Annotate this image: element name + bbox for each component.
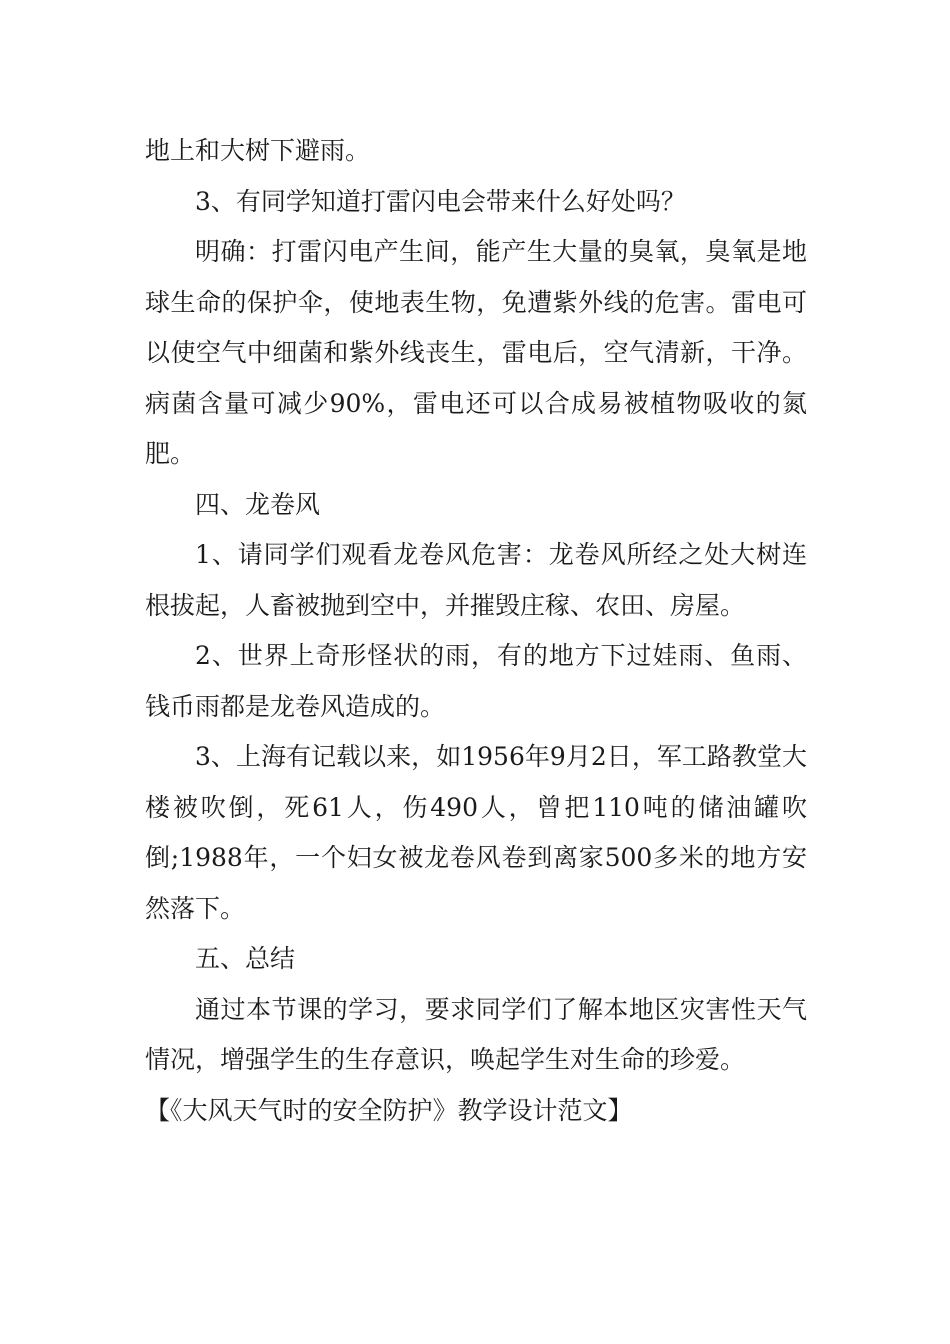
paragraph-tornado-3: 3、上海有记载以来，如1956年9月2日，军工路教堂大楼被吹倒，死61人，伤490人，曾把110吨的储油罐吹倒;1988年，一个妇女被龙卷风卷到离家500多米的地方安然落下。 <box>145 742 807 923</box>
paragraph-answer: 明确：打雷闪电产生间，能产生大量的臭氧，臭氧是地球生命的保护伞，使地表生物，免遭紫外线的危害。雷电可以使空气中细菌和紫外线丧生，雷电后，空气清新，干净。病菌含量可减少90%，雷电还可以合成易被植物吸收的氮肥。 <box>145 237 807 468</box>
document-title-link: 【《大风天气时的安全防护》教学设计范文】 <box>145 1095 633 1125</box>
paragraph-tornado-1: 1、请同学们观看龙卷风危害：龙卷风所经之处大树连根拔起，人畜被抛到空中，并摧毁庄稼、农田、房屋。 <box>145 540 807 620</box>
document-body <box>145 126 807 1136</box>
section-heading-tornado: 四、龙卷风 <box>195 489 321 519</box>
section-heading-summary: 五、总结 <box>195 944 296 973</box>
paragraph-tornado-2: 2、世界上奇形怪状的雨，有的地方下过娃雨、鱼雨、钱币雨都是龙卷风造成的。 <box>145 641 807 721</box>
paragraph-question-3: 3、有同学知道打雷闪电会带来什么好处吗？ <box>195 186 686 216</box>
paragraph-continuation: 地上和大树下避雨。 <box>145 136 371 165</box>
paragraph-summary: 通过本节课的学习，要求同学们了解本地区灾害性天气情况，增强学生的生存意识，唤起学生对生命的珍爱。 <box>145 994 807 1074</box>
